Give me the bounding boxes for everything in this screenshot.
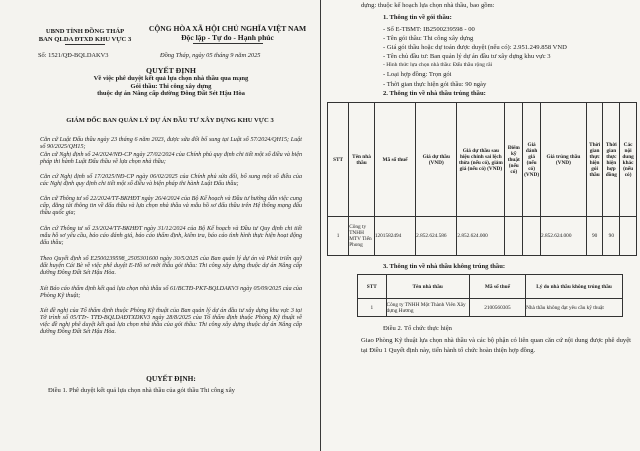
header-cell: Giá dự thầu (VND) <box>416 103 457 217</box>
header-cell: Điểm kỹ thuật (nếu có) <box>505 103 523 217</box>
paragraph-7: Xét Báo cáo thẩm định kết quả lựa chọn nhà thầu số 61/BCTĐ-PKT-BQLDAKV3 ngày 05/09/2025 của của Phòng Kỹ thuật; <box>40 286 302 300</box>
section-1-item: - Giá gói thầu hoặc dự toán được duyệt (nếu có): 2.951.249.858 VND <box>383 44 567 52</box>
doc-number: Số: 1521/QĐ-BQLDAKV3 <box>38 52 109 59</box>
nation-block <box>140 25 315 44</box>
cell-evaluated-price <box>523 217 541 256</box>
winner-table-row <box>328 217 637 256</box>
paragraph-1: Căn cứ Luật Đấu thầu ngày 23 tháng 6 năm 2023, được sửa đổi bổ sung tại Luật số 57/2024/QH15; Luật số 90/2025/QH15; <box>40 137 302 151</box>
paragraph-4: Căn cứ Thông tư số 22/2024/TT-BKHĐT ngày 26/4/2024 của Bộ Kế hoạch và Đầu tư hướng dẫn việc cung cấp, đăng tải thông tin về đấu thầu và lựa chọn nhà thầu và mẫu hồ sơ đấu thầu trên Hệ thống mạng đấu thầu quốc gia; <box>40 196 302 217</box>
header-cell: Tên nhà thầu <box>386 275 469 299</box>
director-heading: GIÁM ĐỐC BAN QUẢN LÝ DỰ ÁN ĐẦU TƯ XÂY DỰNG KHU VỰC 3 <box>66 117 274 124</box>
header-cell: Các nội dung khác (nếu có) <box>620 103 637 217</box>
section-1-item: - Tên gói thầu: Thi công xây dựng <box>383 35 474 43</box>
decides-heading: QUYẾT ĐỊNH: <box>146 374 196 383</box>
section-2-title: 2. Thông tin về nhà thầu trúng thầu: <box>383 90 486 97</box>
header-cell: Giá trúng thầu (VND) <box>541 103 587 217</box>
cell-other <box>620 217 637 256</box>
cell-tech-score <box>505 217 523 256</box>
header-cell: STT <box>328 103 349 217</box>
header-cell: Mã số thuế <box>469 275 525 299</box>
section-1-list <box>383 25 567 89</box>
cell-contractor: Công ty TNHH MTV Tiến Phong <box>349 217 375 256</box>
paragraph-2: Căn cứ Nghị định số 24/2024/NĐ-CP ngày 27/02/2024 của Chính phủ quy định chi tiết một số điều và biện pháp thi hành Luật Đấu thầu về lựa chọn nhà thầu; <box>40 152 302 166</box>
paragraph-6: Theo Quyết định số E2500239598_2505301600 ngày 30/5/2025 của Ban quản lý dự án và Phát triển quỹ đất huyện Cái Bè về việc phê duyệt E-Hồ sơ mời thầu gói thầu: Thi công xây dựng thuộc dự án Nâng cấp đường Đông Đất Sét Hậu Hòa. <box>40 256 302 277</box>
place-date: Đồng Tháp, ngày 05 tháng 9 năm 2025 <box>160 52 261 59</box>
article-1: Điều 1. Phê duyệt kết quả lựa chọn nhà thầu của gói thầu Thi công xây <box>48 387 235 394</box>
cell-tax-code: 1201582494 <box>374 217 415 256</box>
continuation-line: dựng: thuộc kế hoạch lựa chọn nhà thầu, bao gồm: <box>361 2 495 9</box>
cell-contract-duration: 90 <box>603 217 620 256</box>
header-cell: Thời gian thực hiện gói thầu <box>586 103 603 217</box>
decision-title: QUYẾT ĐỊNH <box>146 66 196 75</box>
loser-table <box>357 274 623 317</box>
agency-line-2: BAN QLDA ĐTXD KHU VỰC 3 <box>38 35 132 43</box>
section-1-item: - Thời gian thực hiện gói thầu: 90 ngày <box>383 80 487 88</box>
cell-winning-price: 2.852.624.000 <box>541 217 587 256</box>
loser-table-header-row <box>358 275 623 299</box>
winner-table <box>327 102 637 256</box>
section-3-title: 3. Thông tin về nhà thầu không trúng thầu: <box>383 263 506 270</box>
paragraph-5: Căn cứ Thông tư số 23/2024/TT-BKHĐT ngày 31/12/2024 của Bộ Kế hoạch và Đầu tư Quy định chi tiết mẫu hồ sơ yêu cầu, báo cáo đánh giá, báo cáo thẩm định, kiểm tra, báo cáo tình hình thực hiện hoạt động đấu thầu; <box>40 226 302 247</box>
header-cell: STT <box>358 275 387 299</box>
agency-line-1: UBND TỈNH ĐỒNG THÁP <box>45 28 125 35</box>
subject-line-1: Về việc phê duyệt kết quả lựa chọn nhà thầu qua mạng <box>93 75 249 82</box>
subject-block <box>40 75 302 98</box>
cell-contractor: Công ty TNHH Một Thành Viên Xây dựng Hương <box>386 299 469 317</box>
cell-package-duration: 90 <box>586 217 603 256</box>
article-2-text: Giao Phòng Kỹ thuật lựa chọn nhà thầu và các bộ phận có liên quan căn cứ nội dung được phê duyệt tại Điều 1 Quyết định này, tiến hành tổ chức hoàn thiện hợp đồng. <box>361 337 631 354</box>
nation-line-2: Độc lập - Tự do - Hạnh phúc <box>181 32 274 42</box>
agency-underline <box>65 44 105 45</box>
header-cell: Lý do nhà thầu không trúng thầu <box>526 275 623 299</box>
section-1-title: 1. Thông tin về gói thầu: <box>383 14 452 21</box>
header-cell: Mã số thuế <box>374 103 415 217</box>
section-1-item: - Số E-TBMT: IB2500239598 - 00 <box>383 26 475 33</box>
section-1-item: - Hình thức lựa chọn nhà thầu: Đấu thầu rộng rãi <box>383 62 493 69</box>
cell-adjusted-price: 2.852.624.000 <box>457 217 505 256</box>
header-cell: Thời gian thực hiện hợp đồng <box>603 103 620 217</box>
loser-table-row <box>358 299 623 317</box>
header-cell: Giá dự thầu sau hiệu chỉnh sai lệch thừa (nếu có), giảm giá (nếu có) (VND) <box>457 103 505 217</box>
nation-underline <box>193 43 263 44</box>
cell-reason: Nhà thầu không đạt yêu cầu kỹ thuật <box>526 299 623 317</box>
nation-line-1: CỘNG HÒA XÃ HỘI CHỦ NGHĨA VIỆT NAM <box>148 24 307 33</box>
header-cell: Tên nhà thầu <box>349 103 375 217</box>
article-2-title: Điều 2. Tổ chức thực hiện <box>383 325 452 332</box>
right-page <box>321 0 640 451</box>
subject-line-2: Gói thầu: Thi công xây dựng <box>130 82 212 90</box>
section-1-item: - Tên chủ đầu tư: Ban quản lý dự án đầu tư xây dựng khu vực 3 <box>383 53 551 61</box>
header-cell: Giá đánh giá (nếu có) (VND) <box>523 103 541 217</box>
section-1-item: - Loại hợp đồng: Trọn gói <box>383 71 452 79</box>
paragraph-3: Căn cứ Nghị định số 17/2025/NĐ-CP ngày 06/02/2025 của Chính phủ sửa đổi, bổ sung một số điều của các Nghị định quy định chi tiết một số điều và biện pháp thi hành Luật Đấu thầu; <box>40 174 302 188</box>
cell-bid-price: 2.852.624.586 <box>416 217 457 256</box>
paragraph-8: Xét đề nghị của Tổ thẩm định thuộc Phòng Kỹ thuật của Ban quản lý dự án đầu tư xây dựng khu vực 3 tại Tờ trình số 05/TTr- TTĐ-BQLDAĐTXDKV3 ngày 28/8/2025 của Tổ thẩm định thuộc Phòng Kỹ thuật về việc đề nghị phê duyệt kết quả lựa chọn nhà thầu của gói thầu: Thi công xây dựng thuộc dự án Nâng cấp đường Đông Đất Sét Hậu Hòa. <box>40 308 302 336</box>
cell-tax-code: 2100560305 <box>469 299 525 317</box>
agency-block <box>30 28 140 45</box>
subject-line-3: thuộc dự án Nâng cấp đường Đông Đất Sét Hậu Hòa <box>97 90 245 98</box>
cell-stt: 1 <box>328 217 349 256</box>
winner-table-header-row <box>328 103 637 217</box>
cell-stt: 1 <box>358 299 387 317</box>
